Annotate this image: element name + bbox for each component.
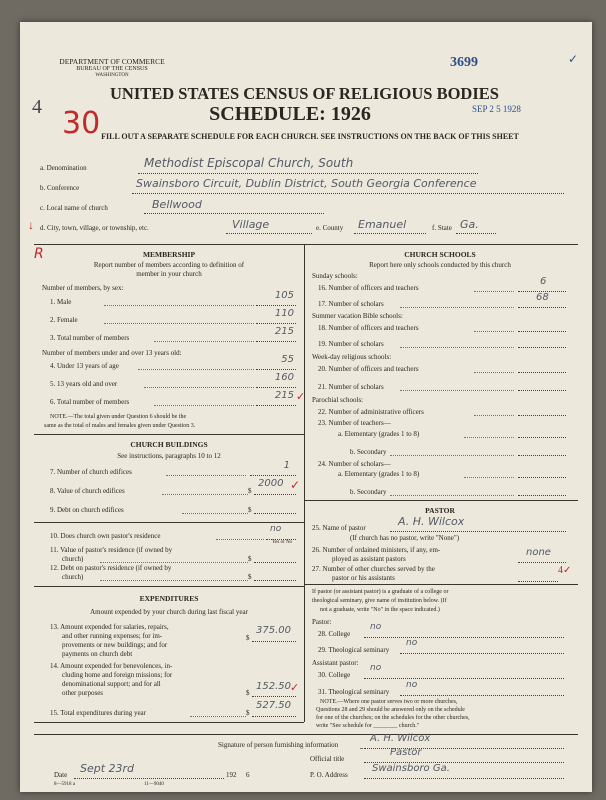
date-value: Sept 23rd bbox=[80, 762, 135, 775]
census-form-page bbox=[20, 22, 592, 792]
department-label: DEPARTMENT OF COMMERCE bbox=[59, 57, 165, 66]
red-mark-edifices: ✓ bbox=[290, 478, 301, 492]
instructions-line: FILL OUT A SEPARATE SCHEDULE FOR EACH CHURCH. SEE INSTRUCTIONS ON THE BACK OF THIS SHEET bbox=[101, 132, 519, 141]
corner-mark: 4 bbox=[32, 96, 42, 118]
yes-or-no-hint: Yes or No bbox=[272, 540, 293, 545]
edifices-count-value: 1 bbox=[283, 460, 290, 471]
pastor-note-3: for one of the churches; on the schedules for the other churches, bbox=[316, 715, 470, 721]
dollar-sign-15: $ bbox=[246, 709, 250, 717]
residence-value-label-2: church) bbox=[62, 555, 84, 563]
schedule-title: SCHEDULE: 1926 bbox=[209, 103, 371, 125]
q24b-label: b. Secondary bbox=[350, 488, 387, 496]
salaries-label-3: provements or new buildings; and for bbox=[62, 641, 168, 649]
pastor-note-4: write "See schedule for ________ church." bbox=[316, 723, 420, 729]
city-village-value: Village bbox=[232, 218, 270, 231]
graduate-note-3: not a graduate, write "No" in the space indicated.) bbox=[320, 607, 440, 613]
received-date-stamp: SEP 2 5 1928 bbox=[472, 104, 521, 114]
dollar-sign-8: $ bbox=[248, 487, 252, 495]
residence-value-label-1: 11. Value of pastor's residence (if owned by bbox=[50, 546, 173, 554]
q27-label-2: pastor or his assistants bbox=[332, 574, 395, 582]
membership-instruction-2: member in your church bbox=[136, 270, 202, 278]
q24-label: 24. Number of scholars— bbox=[318, 460, 391, 468]
dollar-sign-11: $ bbox=[248, 555, 252, 563]
red-number: 30 bbox=[62, 106, 101, 141]
graduate-note-2: theological seminary, give name of institution below. (If bbox=[312, 598, 447, 604]
dollar-sign-9: $ bbox=[248, 506, 252, 514]
under-13-value: 55 bbox=[281, 354, 294, 365]
total-expenditures-label: 15. Total expenditures during year bbox=[50, 709, 146, 717]
over-13-value: 160 bbox=[274, 372, 294, 383]
weekday-schools-label: Week-day religious schools: bbox=[312, 353, 392, 361]
church-name-value: Bellwood bbox=[152, 198, 202, 211]
benevolences-label-3: denominational support; and for all bbox=[62, 680, 161, 688]
schools-heading: CHURCH SCHOOLS bbox=[404, 250, 476, 259]
red-r-mark: R bbox=[34, 246, 44, 262]
total-members-6-value: 215 bbox=[274, 390, 294, 401]
county-label: e. County bbox=[316, 224, 344, 232]
q16-value: 6 bbox=[540, 276, 547, 287]
signature-value: A. H. Wilcox bbox=[370, 733, 431, 744]
state-value: Ga. bbox=[460, 218, 479, 231]
edifices-debt-label: 9. Debt on church edifices bbox=[50, 506, 124, 514]
female-value: 110 bbox=[274, 308, 294, 319]
red-check-membership: ✓ bbox=[296, 391, 306, 403]
residence-debt-label-1: 12. Debt on pastor's residence (if owned by bbox=[50, 564, 172, 572]
male-value: 105 bbox=[274, 290, 294, 301]
female-label: 2. Female bbox=[50, 316, 78, 324]
pastor-heading: PASTOR bbox=[425, 506, 455, 515]
q26-value: none bbox=[526, 547, 551, 558]
under-13-label: 4. Under 13 years of age bbox=[50, 362, 119, 370]
q19-label: 19. Number of scholars bbox=[318, 340, 384, 348]
q27-label-1: 27. Number of other churches served by the bbox=[312, 565, 435, 573]
benevolences-value: 152.50 bbox=[256, 681, 291, 692]
membership-note-2: same as the total of males and females given under Question 3. bbox=[44, 423, 196, 429]
q20-label: 20. Number of officers and teachers bbox=[318, 365, 419, 373]
signature-label: Signature of person furnishing information bbox=[218, 741, 339, 749]
red-mark-q27: 4✓ bbox=[558, 565, 572, 576]
expenditures-heading: EXPENDITURES bbox=[139, 594, 199, 603]
q31-value: no bbox=[406, 680, 418, 690]
q22-label: 22. Number of administrative officers bbox=[318, 408, 424, 416]
official-title-label: Official title bbox=[310, 755, 345, 763]
salaries-label-4: payments on church debt bbox=[62, 650, 133, 658]
state-label: f. State bbox=[432, 224, 452, 232]
q21-label: 21. Number of scholars bbox=[318, 383, 384, 391]
q18-label: 18. Number of officers and teachers bbox=[318, 324, 419, 332]
check-mark-top: ✓ bbox=[568, 52, 579, 66]
county-value: Emanuel bbox=[358, 218, 407, 231]
dollar-sign-12: $ bbox=[248, 573, 252, 581]
membership-note-1: NOTE.—The total given under Question 6 should be the bbox=[50, 414, 187, 420]
edifices-count-label: 7. Number of church edifices bbox=[50, 468, 132, 476]
pastor-residence-label: 10. Does church own pastor's residence bbox=[50, 532, 161, 540]
buildings-heading: CHURCH BUILDINGS bbox=[130, 440, 208, 449]
q30-value: no bbox=[370, 663, 382, 673]
form-code-1: 8—5918 a bbox=[54, 782, 75, 787]
conference-label: b. Conference bbox=[40, 184, 80, 192]
schools-instruction: Report here only schools conducted by this church bbox=[369, 261, 511, 269]
form-code-2: 11—9040 bbox=[144, 782, 164, 787]
total-expenditures-value: 527.50 bbox=[256, 700, 291, 711]
members-age-label: Number of members under and over 13 years old: bbox=[42, 349, 182, 357]
edifices-value-label: 8. Value of church edifices bbox=[50, 487, 125, 495]
total-members-label: 3. Total number of members bbox=[50, 334, 130, 342]
denomination-value: Methodist Episcopal Church, South bbox=[144, 156, 354, 170]
pastor-sub-label: Pastor: bbox=[312, 618, 332, 626]
po-address-label: P. O. Address bbox=[310, 771, 348, 779]
q29-label: 29. Theological seminary bbox=[318, 646, 390, 654]
total-members-6-label: 6. Total number of members bbox=[50, 398, 130, 406]
total-members-value: 215 bbox=[274, 326, 294, 337]
membership-heading: MEMBERSHIP bbox=[142, 250, 196, 259]
edifices-value-value: 2000 bbox=[258, 478, 284, 489]
pastor-note-2: Questions 28 and 29 should be answered only on the schedule bbox=[316, 707, 465, 713]
denomination-label: a. Denomination bbox=[40, 164, 87, 172]
city-label: WASHINGTON bbox=[95, 73, 129, 78]
residence-debt-label-2: church) bbox=[62, 573, 84, 581]
q23b-label: b. Secondary bbox=[350, 448, 387, 456]
red-arrow-mark: ↓ bbox=[28, 218, 34, 232]
expenditures-instruction: Amount expended by your church during last fiscal year bbox=[90, 608, 248, 616]
q17-label: 17. Number of scholars bbox=[318, 300, 384, 308]
red-check-benevolences: ✓ bbox=[290, 682, 300, 694]
q28-value: no bbox=[370, 622, 382, 632]
q31-label: 31. Theological seminary bbox=[318, 688, 390, 696]
conference-value: Swainsboro Circuit, Dublin District, South Georgia Conference bbox=[136, 177, 477, 190]
benevolences-label-1: 14. Amount expended for benevolences, in- bbox=[50, 662, 173, 670]
vacation-schools-label: Summer vacation Bible schools: bbox=[312, 312, 403, 320]
q30-label: 30. College bbox=[318, 671, 351, 679]
graduate-note-1: If pastor (or assistant pastor) is a graduate of a college or bbox=[312, 589, 449, 595]
members-by-sex-label: Number of members, by sex: bbox=[42, 284, 124, 292]
q23a-label: a. Elementary (grades 1 to 8) bbox=[338, 430, 420, 438]
q17-value: 68 bbox=[536, 292, 549, 303]
q25-label: 25. Name of pastor bbox=[312, 524, 366, 532]
city-village-label: d. City, town, village, or township, etc. bbox=[40, 224, 149, 232]
benevolences-label-2: cluding home and foreign missions; for bbox=[62, 671, 173, 679]
date-label: Date bbox=[54, 771, 68, 779]
parochial-schools-label: Parochial schools: bbox=[312, 396, 364, 404]
q24a-label: a. Elementary (grades 1 to 8) bbox=[338, 470, 420, 478]
dollar-sign-14: $ bbox=[246, 689, 250, 697]
schedule-number: 3699 bbox=[450, 55, 478, 70]
date-year-digit: 6 bbox=[246, 771, 250, 779]
bureau-label: BUREAU OF THE CENSUS bbox=[76, 66, 148, 72]
pastor-residence-value: no bbox=[270, 524, 282, 534]
po-address-value: Swainsboro Ga. bbox=[372, 763, 450, 774]
q25-hint: (If church has no pastor, write "None") bbox=[350, 534, 460, 542]
buildings-instruction: See instructions, paragraphs 10 to 12 bbox=[117, 452, 221, 460]
church-name-label: c. Local name of church bbox=[40, 204, 108, 212]
dollar-sign-13: $ bbox=[246, 634, 250, 642]
q29-value: no bbox=[406, 638, 418, 648]
assistant-pastor-label: Assistant pastor: bbox=[312, 659, 359, 667]
q28-label: 28. College bbox=[318, 630, 351, 638]
membership-instruction-1: Report number of members according to definition of bbox=[93, 261, 245, 269]
salaries-value: 375.00 bbox=[256, 625, 291, 636]
q23-label: 23. Number of teachers— bbox=[318, 419, 391, 427]
form-title: UNITED STATES CENSUS OF RELIGIOUS BODIES bbox=[110, 84, 499, 103]
over-13-label: 5. 13 years old and over bbox=[50, 380, 118, 388]
q25-value: A. H. Wilcox bbox=[398, 515, 465, 528]
official-title-value: Pastor bbox=[390, 747, 422, 758]
male-label: 1. Male bbox=[50, 298, 72, 306]
date-year-label: 192 bbox=[226, 771, 237, 779]
q26-label-2: ployed as assistant pastors bbox=[332, 555, 406, 563]
sunday-schools-label: Sunday schools: bbox=[312, 272, 358, 280]
salaries-label-1: 13. Amount expended for salaries, repairs, bbox=[50, 623, 169, 631]
salaries-label-2: and other running expenses; for im- bbox=[62, 632, 163, 640]
q26-label-1: 26. Number of ordained ministers, if any, em- bbox=[312, 546, 441, 554]
q16-label: 16. Number of officers and teachers bbox=[318, 284, 419, 292]
pastor-note-1: NOTE.—Where one pastor serves two or more churches, bbox=[320, 699, 458, 705]
benevolences-label-4: other purposes bbox=[62, 689, 104, 697]
